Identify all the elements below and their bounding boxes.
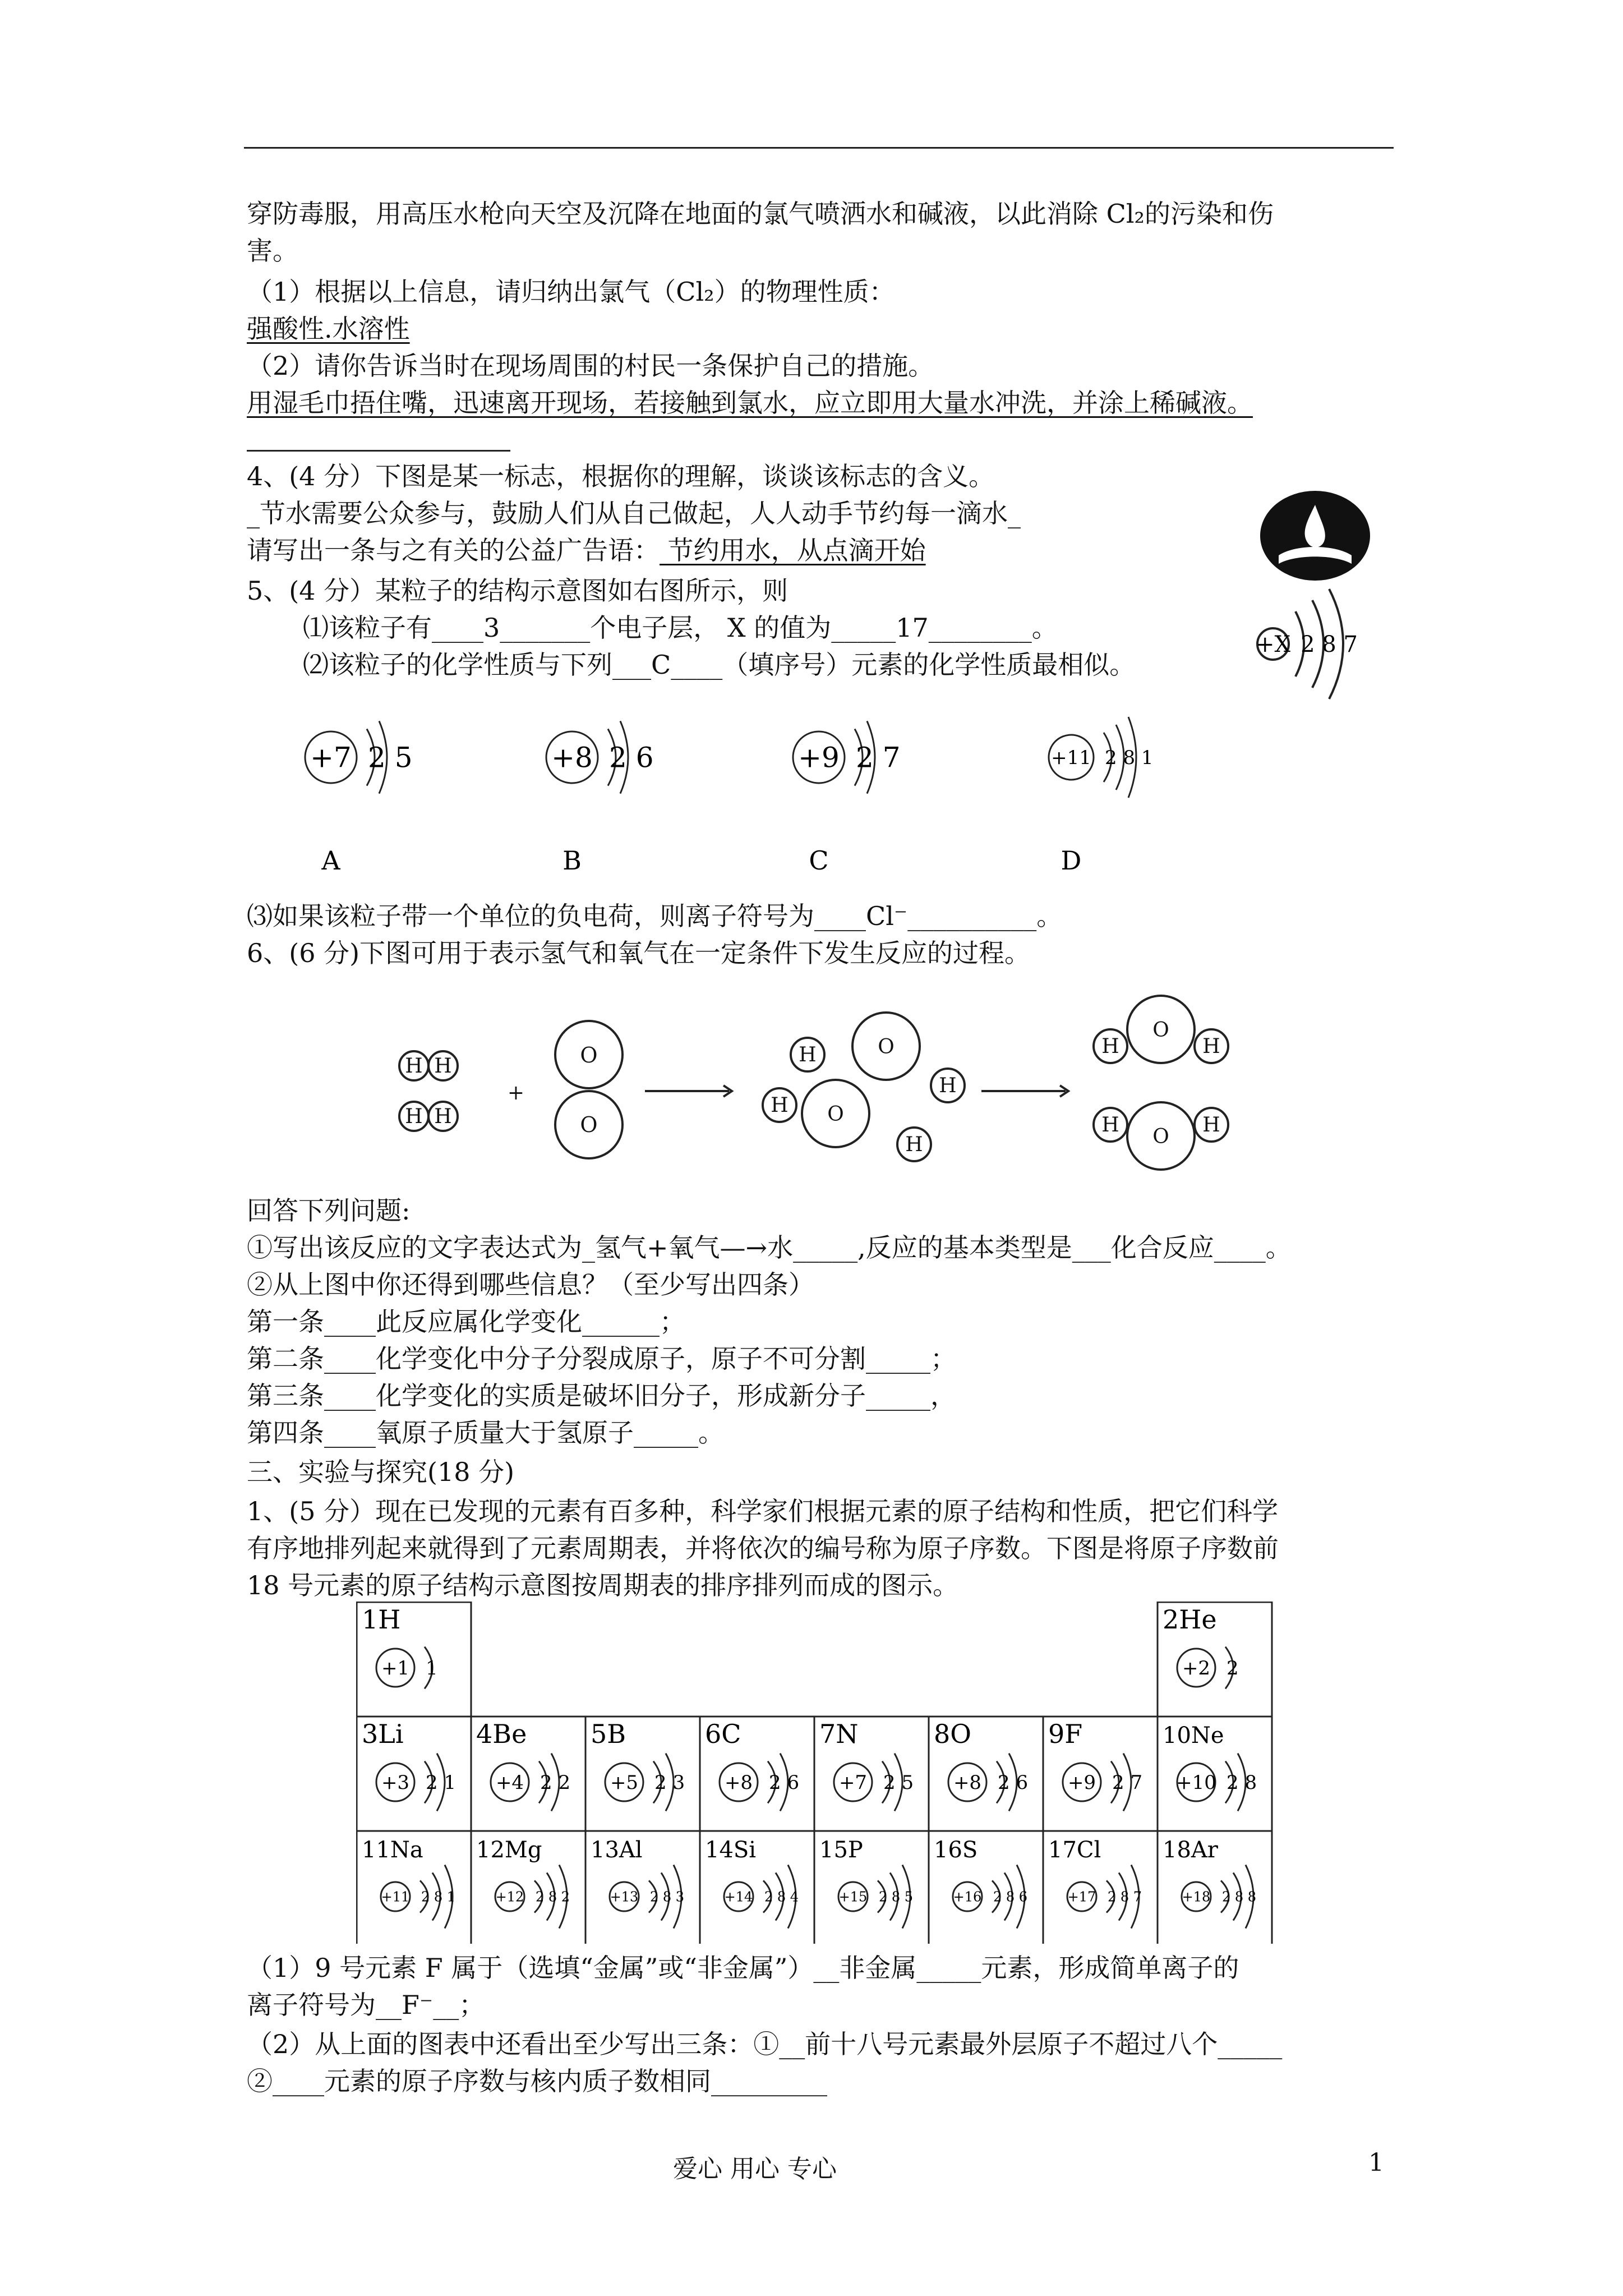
svg-text:H: H: [434, 1105, 452, 1128]
element-label: 3Li: [362, 1719, 404, 1749]
element-label: 10Ne: [1163, 1723, 1224, 1749]
atom-shells: 2 8 1: [1105, 746, 1154, 769]
atom-shells: 2 6: [769, 1771, 800, 1794]
answer-6-a: 第一条____此反应属化学变化______；: [247, 1306, 685, 1337]
atom-nucleus: +8: [724, 1771, 753, 1794]
element-label: 13Al: [591, 1837, 643, 1863]
atom-shells: 2 8 2: [536, 1889, 570, 1905]
text-line: 有序地排列起来就得到了元素周期表，并将依次的编号称为原子序数。下图是将原子序数前: [247, 1533, 1279, 1563]
element-label: 2He: [1163, 1604, 1217, 1635]
atom-nucleus: +9: [798, 741, 840, 774]
atom-structure: [491, 1754, 570, 1811]
slogan-answer: 节约用水，从点滴开始: [660, 535, 926, 565]
atom-shells: 2 2: [540, 1771, 571, 1794]
atom-nucleus: +7: [838, 1771, 868, 1794]
svg-text:O: O: [1152, 1125, 1169, 1148]
question-5-1: ⑴该粒子有____3_______个电子层， X 的值为_____17________。: [303, 613, 1058, 643]
atom-nucleus: +7: [310, 741, 352, 774]
element-label: 6C: [705, 1719, 741, 1749]
atom-structure: [724, 1865, 799, 1928]
atom-nucleus: +10: [1176, 1771, 1216, 1794]
question-4: 4、(4 分）下图是某一标志，根据你的理解，谈谈该标志的含义。: [247, 461, 995, 491]
footer-motto: 爱心 用心 专心: [673, 2155, 837, 2183]
option-label: D: [1061, 845, 1082, 876]
atom-shells: 2 3: [654, 1771, 685, 1794]
element-label: 9F: [1048, 1719, 1083, 1749]
atom-shells: 2 8 7: [1108, 1889, 1142, 1905]
atom-structure: [953, 1865, 1027, 1928]
question-5-3: ⑶如果该粒子带一个单位的负电荷，则离子符号为____Cl⁻__________。: [247, 901, 1063, 931]
atom-nucleus: +4: [495, 1771, 524, 1794]
element-label: 18Ar: [1163, 1837, 1218, 1863]
plus-sign: +: [507, 1082, 525, 1105]
atom-nucleus: +8: [551, 741, 593, 774]
svg-text:O: O: [580, 1112, 598, 1137]
answer-6-d: 第四条____氧原子质量大于氢原子_____。: [247, 1418, 724, 1448]
section-title: 三、实验与探究(18 分): [247, 1457, 515, 1487]
atom-shells: 2: [1227, 1657, 1239, 1680]
slogan-prompt: 请写出一条与之有关的公益广告语：: [247, 535, 660, 565]
question-2: （2）请你告诉当时在现场周围的村民一条保护自己的措施。: [247, 351, 934, 381]
atom-nucleus: +8: [953, 1771, 982, 1794]
atom-structure: [1067, 1865, 1142, 1928]
atom-structure: [720, 1754, 799, 1811]
question-6: 6、(6 分)下图可用于表示氢气和氧气在一定条件下发生反应的过程。: [247, 938, 1031, 968]
oxygen-molecule: [555, 1021, 623, 1158]
text-line: 18 号元素的原子结构示意图按周期表的排序排列而成的图示。: [247, 1570, 959, 1600]
answer-rule: [247, 450, 510, 452]
atom-shells: 2 8 8: [1222, 1889, 1257, 1905]
atom-shells: 2 8 5: [879, 1889, 914, 1905]
question-5: 5、(4 分）某粒子的结构示意图如右图所示，则: [247, 576, 789, 606]
atom-nucleus: +9: [1067, 1771, 1096, 1794]
atom-nucleus: +3: [381, 1771, 410, 1794]
question-e1: （1）9 号元素 F 属于（选填“金属”或“非金属”）__非金属_____元素，形成简单离子的: [247, 1953, 1239, 1983]
atom-structure: [793, 721, 901, 793]
separated-atoms: [763, 1013, 965, 1161]
atom-shells: 2 8 6: [993, 1889, 1028, 1905]
atom-structure: [546, 721, 654, 793]
svg-text:H: H: [1202, 1114, 1220, 1137]
particle-shells: 2 8 7: [1301, 632, 1358, 657]
svg-text:O: O: [878, 1036, 895, 1059]
atom-structure: [1182, 1865, 1256, 1928]
element-label: 17Cl: [1048, 1837, 1101, 1863]
atom-shells: 2 5: [368, 741, 413, 774]
svg-text:H: H: [799, 1043, 817, 1066]
atom-nucleus: +17: [1067, 1889, 1096, 1905]
svg-text:H: H: [1101, 1035, 1119, 1058]
answer-6-b: 第二条____化学变化中分子分裂成原子，原子不可分割_____；: [247, 1343, 956, 1374]
option-label: A: [321, 845, 340, 876]
text-line: 害。: [247, 236, 298, 266]
periodic-table-diagram: [356, 1602, 1276, 1944]
atom-nucleus: +16: [953, 1889, 982, 1905]
element-label: 14Si: [705, 1837, 757, 1863]
arrow-icon: [981, 1085, 1068, 1097]
option-label: B: [562, 845, 582, 876]
atom-structure: [381, 1865, 455, 1928]
arrow-icon: [645, 1085, 732, 1097]
answer-2: 用湿毛巾捂住嘴，迅速离开现场，若接触到氯水，应立即用大量水冲洗，并涂上稀碱液。: [247, 388, 1253, 418]
svg-text:O: O: [580, 1043, 598, 1068]
atom-structure: [495, 1865, 570, 1928]
atom-structure: [838, 1865, 913, 1928]
answer-4b: [247, 532, 926, 569]
atom-shells: 2 6: [998, 1771, 1029, 1794]
svg-text:H: H: [1101, 1114, 1119, 1137]
atom-nucleus: +18: [1182, 1889, 1211, 1905]
atom-nucleus: +15: [838, 1889, 868, 1905]
atom-structure: [605, 1754, 685, 1811]
element-label: 16S: [934, 1837, 978, 1863]
option-label: C: [809, 845, 829, 876]
svg-text:O: O: [827, 1103, 844, 1126]
atom-structure: [610, 1865, 684, 1928]
atom-structure: [1049, 717, 1154, 798]
reaction-diagram: [387, 982, 1262, 1172]
water-drop-logo-icon: [1256, 488, 1374, 583]
atom-shells: 2 8 1: [421, 1889, 456, 1905]
atom-nucleus: +1: [381, 1657, 410, 1680]
atom-shells: 2 8 4: [764, 1889, 799, 1905]
svg-text:H: H: [1202, 1035, 1220, 1058]
element-label: 7N: [819, 1719, 859, 1749]
atom-nucleus: +14: [724, 1889, 753, 1905]
atom-shells: 2 1: [426, 1771, 457, 1794]
atom-shells: 2 8: [1227, 1771, 1257, 1794]
question-1: （1）根据以上信息，请归纳出氯气（Cl₂）的物理性质：: [247, 277, 895, 307]
atom-nucleus: +11: [1051, 746, 1091, 769]
atom-shells: 2 7: [856, 741, 901, 774]
question-e2: （2）从上面的图表中还看出至少写出三条：①__前十八号元素最外层原子不超过八个_____: [247, 2029, 1283, 2059]
atom-structure: [948, 1754, 1028, 1811]
element-label: 15P: [819, 1837, 863, 1863]
question-6-1: ①写出该反应的文字表达式为_氢气+氧气—→水_____,反应的基本类型是___化合反应____。: [247, 1232, 1292, 1263]
atom-shells: 2 6: [609, 741, 654, 774]
atom-structure: [1063, 1754, 1142, 1811]
particle-structure-diagram: [1245, 578, 1374, 724]
atom-shells: 2 7: [1112, 1771, 1143, 1794]
atom-nucleus: +2: [1182, 1657, 1211, 1680]
atom-nucleus: +11: [381, 1889, 410, 1905]
element-label: 12Mg: [476, 1837, 542, 1863]
atom-structure: [1176, 1754, 1257, 1811]
element-label: 5B: [591, 1719, 626, 1749]
answer-1: 强酸性.水溶性: [247, 314, 410, 344]
text-line: ②____元素的原子序数与核内质子数相同_________: [247, 2066, 827, 2096]
atom-structure: [834, 1754, 914, 1811]
particle-nucleus: +X: [1256, 632, 1290, 657]
atom-shells: 2 8 3: [650, 1889, 685, 1905]
atom-structure: [376, 1647, 438, 1689]
svg-text:O: O: [1152, 1019, 1169, 1042]
text-line: 1、(5 分）现在已发现的元素有百多种，科学家们根据元素的原子结构和性质，把它们科学: [247, 1496, 1279, 1526]
svg-text:H: H: [771, 1094, 789, 1117]
svg-text:H: H: [434, 1055, 452, 1078]
options-diagram: [303, 696, 1256, 886]
atom-shells: 2 5: [883, 1771, 914, 1794]
element-label: 1H: [362, 1604, 401, 1635]
atom-nucleus: +5: [610, 1771, 639, 1794]
atom-structure: [376, 1754, 456, 1811]
svg-text:H: H: [405, 1105, 423, 1128]
question-5-2: ⑵该粒子的化学性质与下列___C____（填序号）元素的化学性质最相似。: [303, 650, 1136, 680]
svg-text:H: H: [405, 1055, 423, 1078]
atom-nucleus: +12: [495, 1889, 524, 1905]
text-line: 离子符号为__F⁻__；: [247, 1990, 485, 2020]
atom-shells: 1: [426, 1657, 438, 1680]
svg-text:H: H: [939, 1074, 957, 1097]
answer-4a: _节水需要公众参与，鼓励人们从自己做起，人人动手节约每一滴水_: [247, 498, 1021, 528]
page-number: 1: [1368, 2148, 1384, 2177]
header-rule: [244, 147, 1394, 149]
text-line: 穿防毒服，用高压水枪向天空及沉降在地面的氯气喷洒水和碱液，以此消除 Cl₂的污染和伤: [247, 199, 1274, 229]
svg-text:H: H: [905, 1133, 923, 1156]
answer-6-c: 第三条____化学变化的实质是破坏旧分子，形成新分子_____，: [247, 1381, 956, 1411]
atom-structure: [1177, 1647, 1239, 1689]
atom-structure: [305, 721, 413, 793]
element-label: 11Na: [362, 1837, 423, 1863]
atom-nucleus: +13: [610, 1889, 639, 1905]
text-line: 回答下列问题:: [247, 1195, 411, 1226]
element-label: 4Be: [476, 1719, 527, 1749]
element-label: 8O: [934, 1719, 971, 1749]
question-6-2: ②从上图中你还得到哪些信息？（至少写出四条）: [247, 1269, 814, 1300]
